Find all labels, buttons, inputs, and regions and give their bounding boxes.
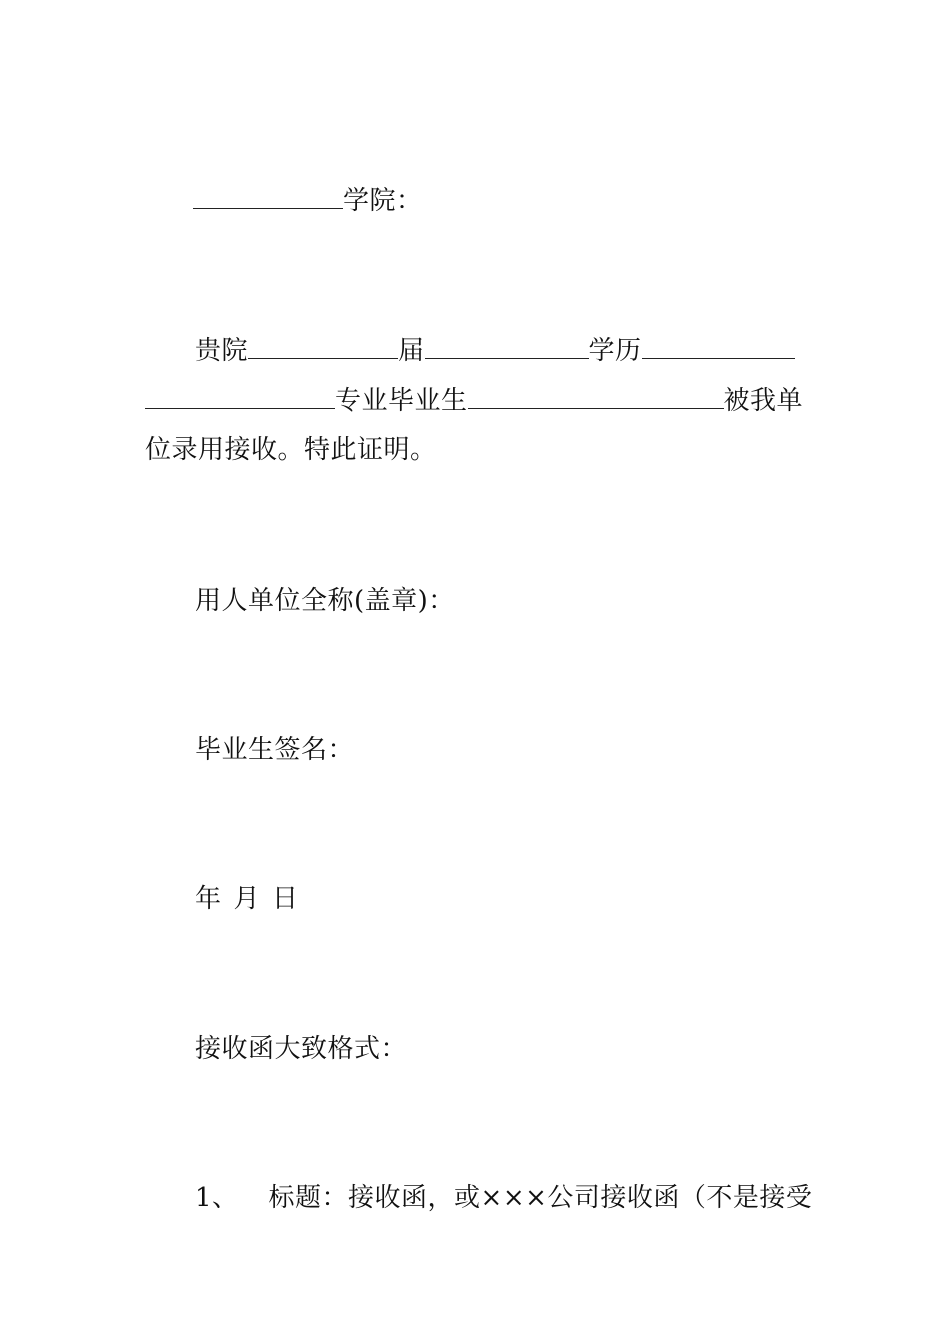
- college-name-blank: [193, 184, 343, 209]
- body-text-jie: 届: [398, 336, 425, 366]
- body-text-xueli: 学历: [588, 336, 642, 366]
- date-line: [195, 882, 299, 916]
- item-1-number: 1、: [195, 1183, 239, 1213]
- degree-blank: [425, 334, 589, 359]
- format-item-1: [195, 1181, 812, 1215]
- body-line-3: [145, 433, 437, 467]
- body-text-beiwodan: 被我单: [723, 386, 804, 416]
- date-month: 月: [233, 884, 261, 914]
- body-text-conclusion: 位录用接收。特此证明。: [145, 435, 437, 465]
- graduate-signature-label: 毕业生签名：: [195, 735, 355, 765]
- body-text-guiyuan: 贵院: [195, 336, 249, 366]
- graduate-name-blank: [468, 384, 724, 409]
- format-heading: 接收函大致格式：: [195, 1034, 408, 1064]
- date-day: 日: [272, 884, 299, 914]
- employer-label: 用人单位全称(盖章)：: [195, 586, 455, 616]
- body-line-1: [195, 334, 795, 368]
- address-line: [193, 184, 423, 218]
- major-blank-part1: [642, 334, 795, 359]
- item-1-text: 标题：接收函，或×××公司接收函（不是接受: [268, 1183, 813, 1213]
- major-blank-part2: [145, 384, 335, 409]
- body-text-major-graduate: 专业毕业生: [335, 386, 468, 416]
- body-line-2: [145, 384, 803, 418]
- address-suffix: 学院：: [343, 186, 423, 216]
- graduation-year-blank: [248, 334, 398, 359]
- date-year: 年: [195, 884, 222, 914]
